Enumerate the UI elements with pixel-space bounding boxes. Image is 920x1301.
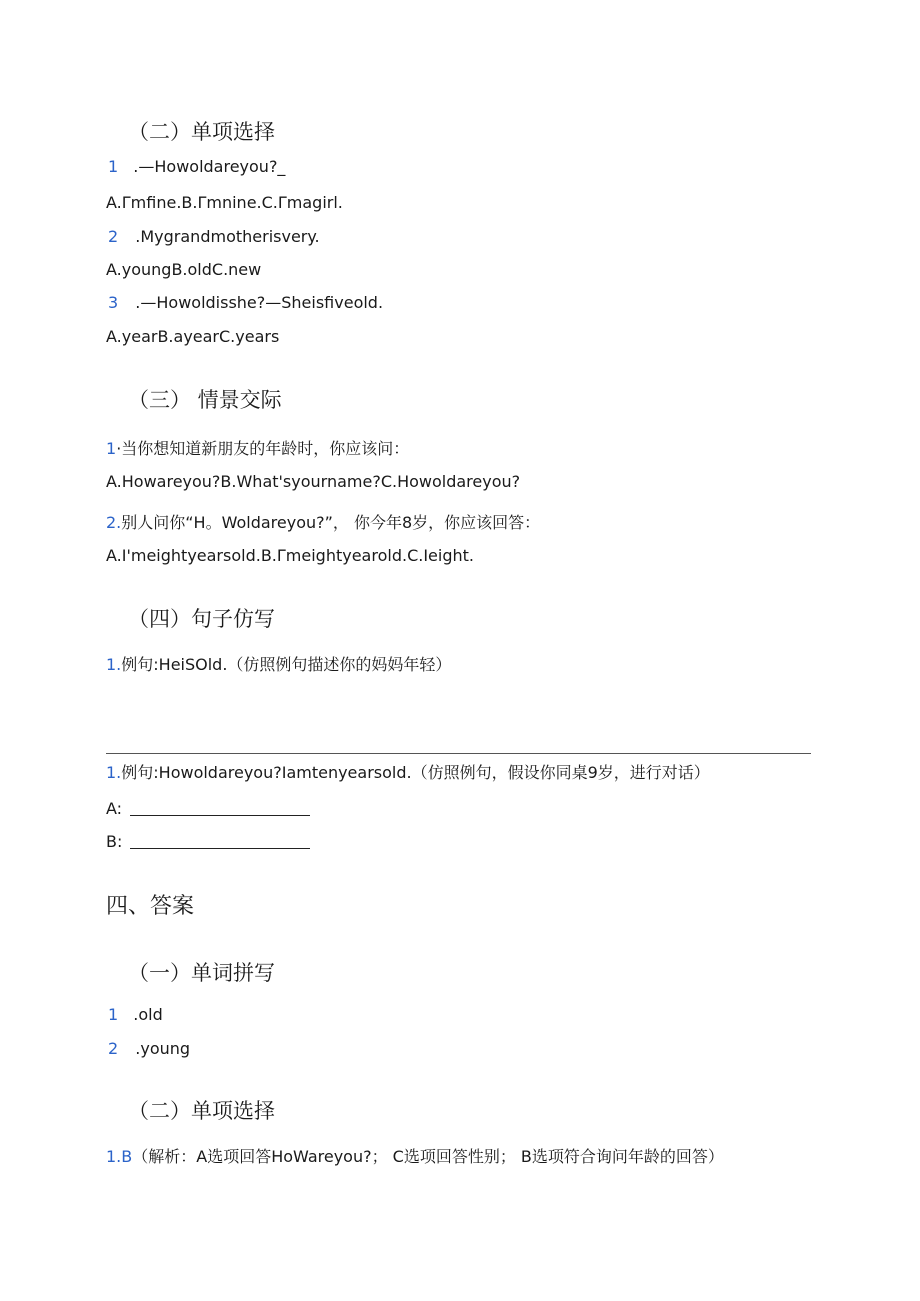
blank-answer-b[interactable]: [130, 834, 310, 849]
spelling-answer-1: [108, 1005, 163, 1024]
answers-heading: 四、答案: [106, 894, 195, 919]
section-title-single-choice: （二）单项选择: [128, 120, 275, 144]
question-text: .Mygrandmotherisvery.: [135, 227, 320, 246]
question-text: 别人问你“H。Woldareyou?”， 你今年8岁，你应该回答：: [121, 513, 541, 532]
dialog-line-a: [106, 799, 310, 818]
answer-text: .young: [135, 1039, 191, 1058]
question-3-options: A.yearB.ayearC.years: [106, 327, 280, 346]
dialog-line-b: [106, 832, 310, 851]
blank-answer-a[interactable]: [130, 801, 310, 816]
section-title-spelling-answers: （一）单词拼写: [128, 961, 275, 985]
question-number: 2: [108, 1039, 119, 1058]
answer-text: （解析：A选项回答HoWareyou?； C选项回答性别； B选项符合询问年龄的回答）: [132, 1147, 724, 1166]
question-number: 1.B: [106, 1147, 133, 1166]
question-number: 1: [108, 1005, 119, 1024]
question-1-options: A.Γmfine.B.Γmnine.C.Γmagirl.: [106, 193, 343, 212]
question-3: [108, 293, 383, 312]
answer-line-divider: [106, 753, 811, 754]
dialog-label-a: A:: [106, 799, 123, 818]
question-2-options: A.youngB.oldC.new: [106, 260, 262, 279]
situation-1: [106, 436, 409, 459]
dialog-label-b: B:: [106, 832, 123, 851]
section-title-choice-answers: （二）单项选择: [128, 1099, 275, 1123]
question-2: [108, 227, 320, 246]
question-number: 3: [108, 293, 119, 312]
imitation-2: [106, 760, 710, 783]
situation-2-options: A.I'meightyearsold.B.Γmeightyearold.C.Ieight.: [106, 546, 474, 565]
question-number: 1.: [106, 763, 122, 782]
question-text: 例句:HeiSOld.（仿照例句描述你的妈妈年轻）: [121, 655, 452, 674]
spelling-answer-2: [108, 1039, 190, 1058]
question-number: 1: [106, 439, 117, 458]
section-title-imitation: （四）句子仿写: [128, 607, 275, 631]
answer-text: .old: [133, 1005, 163, 1024]
section-title-situation: （三） 情景交际: [128, 388, 282, 412]
situation-1-options: A.Howareyou?B.What'syourname?C.Howoldareyou?: [106, 472, 521, 491]
imitation-1: [106, 652, 451, 675]
choice-answer-1: [106, 1144, 724, 1167]
question-1: [108, 157, 285, 176]
question-text: 例句:Howoldareyou?Iamtenyearsold.（仿照例句，假设你同桌9岁，进行对话）: [121, 763, 710, 782]
question-number: 1: [108, 157, 119, 176]
question-text: ·当你想知道新朋友的年龄时，你应该问：: [116, 439, 410, 458]
question-number: 2: [108, 227, 119, 246]
question-number: 1.: [106, 655, 122, 674]
question-text: .—Howoldareyou?_: [133, 157, 286, 176]
situation-2: [106, 510, 540, 533]
question-number: 2.: [106, 513, 122, 532]
question-text: .—Howoldisshe?—Sheisfiveold.: [135, 293, 384, 312]
